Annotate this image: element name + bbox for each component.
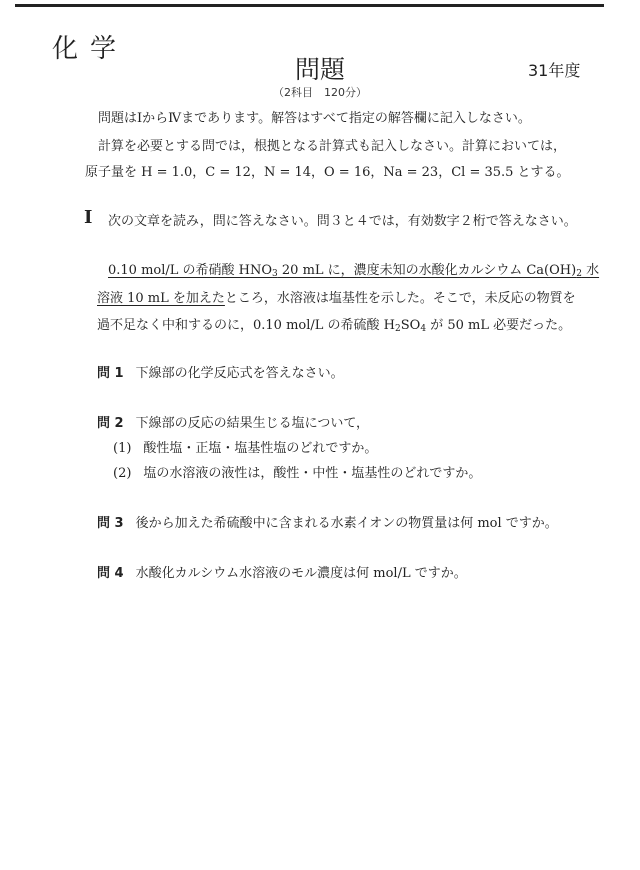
question-2-sub-1: (1) 酸性塩・正塩・塩基性塩のどれですか。	[113, 441, 378, 456]
question-3: 問 3 後から加えた希硫酸中に含まれる水素イオンの物質量は何 mol ですか。	[97, 516, 558, 531]
exam-year: 31年度	[528, 61, 581, 80]
section-numeral: Ⅰ	[84, 207, 93, 228]
passage-line-1	[108, 259, 599, 278]
question-2: 問 2 下線部の反応の結果生じる塩について，	[97, 416, 370, 431]
subject-heading: 化学	[52, 34, 129, 64]
instruction-line-1: 問題はⅠからⅣまであります。解答はすべて指定の解答欄に記入しなさい。	[98, 111, 531, 126]
question-1: 問 1 下線部の化学反応式を答えなさい。	[97, 366, 344, 381]
exam-duration: （2科目 120分）	[273, 86, 367, 99]
instruction-line-3: 原子量を H = 1.0，C = 12，N = 14，O = 16，Na = 23，Cl = 35.5 とする。	[85, 165, 570, 180]
section-intro: 次の文章を読み，問に答えなさい。問３と４では，有効数字２桁で答えなさい。	[108, 214, 577, 229]
passage-line-3: 過不足なく中和するのに，0.10 mol/L の希硫酸 $H_2SO_4$ が 50 mL 必要だった。	[97, 318, 572, 334]
underlined-text: 溶液 10 mL を加えた	[97, 291, 225, 306]
page-title: 問題	[294, 55, 345, 84]
passage-line-2: 溶液 10 mL を加えたところ，水溶液は塩基性を示した。そこで，未反応の物質を	[97, 291, 576, 306]
question-2-sub-2: (2) 塩の水溶液の液性は，酸性・中性・塩基性のどれですか。	[113, 466, 482, 481]
top-rule	[15, 4, 604, 7]
underlined-text: 0.10 mol/L の希硝酸 $HNO_3$ 20 mL に，濃度未知の水酸化カルシウム $Ca(OH)_2$ 水	[108, 263, 600, 279]
question-4: 問 4 水酸化カルシウム水溶液のモル濃度は何 mol/L ですか。	[97, 566, 467, 581]
instruction-line-2: 計算を必要とする問では，根拠となる計算式も記入しなさい。計算においては，	[98, 139, 567, 154]
